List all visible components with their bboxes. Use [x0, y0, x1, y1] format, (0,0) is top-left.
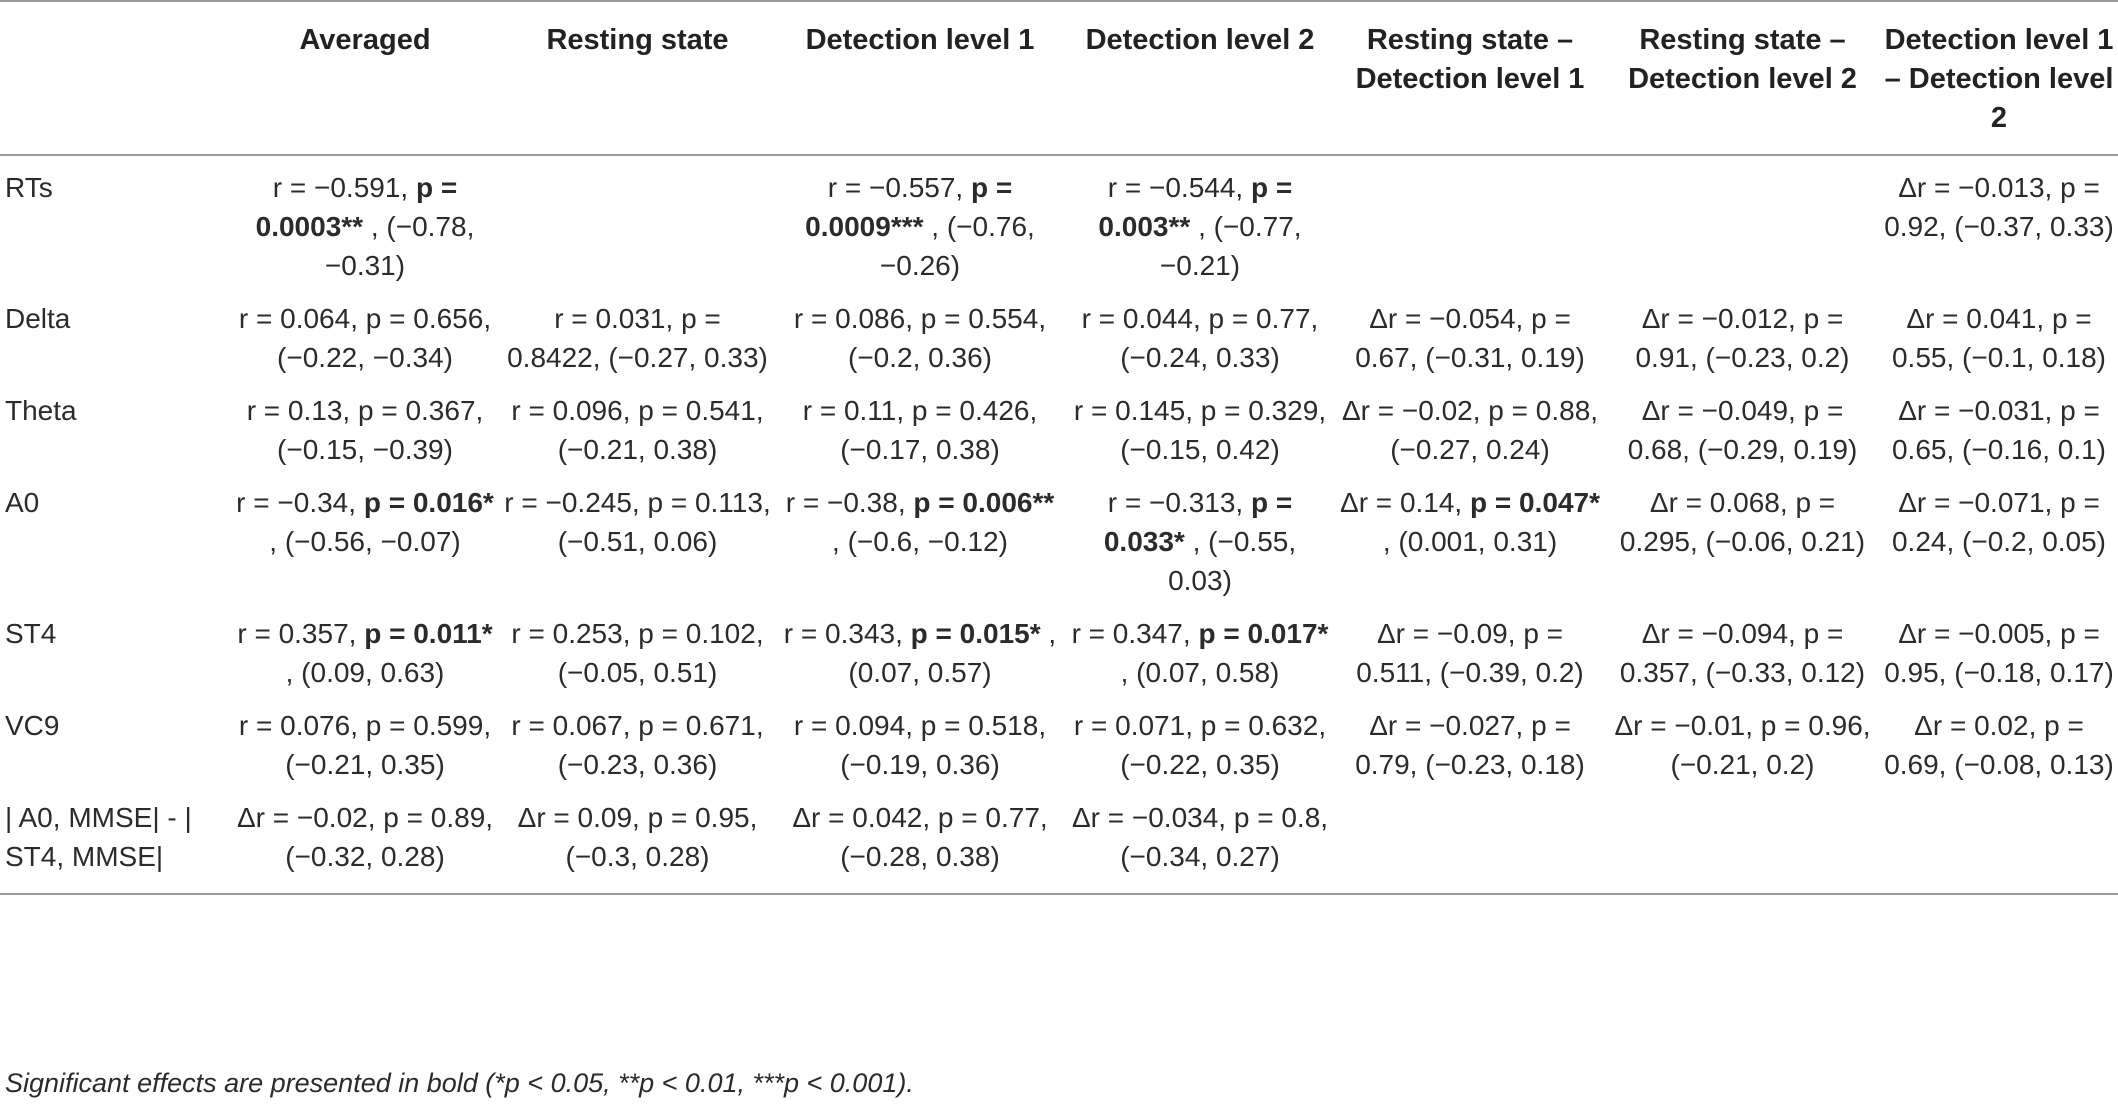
cell-value: p = 0.92,: [1884, 172, 2100, 242]
table-cell: [1605, 602, 1880, 694]
cell-value: r = 0.357,: [237, 618, 357, 649]
significant-value: p = 0.003**: [1098, 172, 1293, 242]
cell-value: Δr = 0.068,: [1649, 487, 1788, 518]
table-row: [0, 694, 2118, 786]
row-label: | A0, MMSE| - | ST4, MMSE|: [5, 802, 192, 872]
cell-value: r = 0.031,: [554, 303, 674, 334]
table-body: [0, 155, 2118, 894]
table-row: [0, 287, 2118, 379]
cell-value: r = 0.253,: [511, 618, 631, 649]
cell-value: r = −0.544,: [1107, 172, 1244, 203]
table-cell: [230, 155, 500, 287]
cell-value: p = 0.357,: [1619, 618, 1844, 688]
table-cell: [500, 471, 775, 602]
cell-value: Δr = 0.041,: [1906, 303, 2045, 334]
cell-value: Δr = 0.14,: [1340, 487, 1463, 518]
cell-value: p = 0.96,: [1760, 710, 1871, 741]
cell-value: (−0.22, 0.35): [1120, 749, 1280, 780]
cell-value: p = 0.55,: [1891, 303, 2092, 373]
cell-value: (−0.15, −0.39): [277, 434, 453, 465]
cell-value: (−0.56, −0.07): [284, 526, 461, 557]
cell-value: (−0.51, 0.06): [557, 526, 718, 557]
table-row: [0, 155, 2118, 287]
cell-value: r = −0.245,: [504, 487, 640, 518]
header-cell-empty: [0, 1, 230, 155]
table-cell: [1335, 602, 1605, 694]
cell-value: p = 0.67,: [1355, 303, 1571, 373]
cell-value: r = −0.34,: [236, 487, 357, 518]
cell-value: ,: [1198, 211, 1206, 242]
cell-value: r = 0.096,: [511, 395, 631, 426]
cell-value: (−0.23, 0.36): [557, 749, 718, 780]
table-cell: [230, 379, 500, 471]
cell-value: Δr = −0.031,: [1898, 395, 2053, 426]
cell-value: Δr = −0.094,: [1641, 618, 1796, 649]
column-header: Resting state: [546, 24, 729, 56]
cell-value: p = 0.295,: [1619, 487, 1836, 557]
column-header: Resting state – Detection level 1: [1355, 24, 1585, 95]
cell-value: (0.001, 0.31): [1398, 526, 1558, 557]
cell-value: r = 0.086,: [793, 303, 913, 334]
table-cell: [1065, 602, 1335, 694]
table-cell: [775, 471, 1065, 602]
cell-value: (−0.24, 0.33): [1120, 342, 1280, 373]
cell-value: r = 0.343,: [783, 618, 903, 649]
cell-value: p = 0.89,: [383, 802, 494, 833]
table-cell: [1605, 379, 1880, 471]
column-header: Detection level 1 – Detection level 2: [1884, 24, 2114, 134]
cell-value: p = 0.511,: [1356, 618, 1564, 688]
cell-value: Δr = −0.034,: [1071, 802, 1227, 833]
cell-value: r = 0.076,: [238, 710, 358, 741]
table-cell: [230, 471, 500, 602]
significant-value: p = 0.047*: [1470, 487, 1600, 518]
cell-value: r = 0.071,: [1073, 710, 1193, 741]
cell-value: (−0.55, 0.03): [1168, 526, 1297, 596]
cell-value: (−0.08, 0.13): [1954, 749, 2114, 780]
cell-value: (−0.16, 0.1): [1962, 434, 2107, 465]
cell-value: p = 0.8422,: [507, 303, 721, 373]
cell-value: (−0.29, 0.19): [1697, 434, 1858, 465]
table-cell: [500, 694, 775, 786]
cell-value: ,: [285, 657, 294, 688]
cell-value: Δr = −0.049,: [1641, 395, 1796, 426]
cell-value: r = 0.064,: [238, 303, 358, 334]
table-cell: [775, 155, 1065, 287]
cell-value: p = 0.88,: [1488, 395, 1599, 426]
cell-value: r = −0.313,: [1107, 487, 1244, 518]
significant-value: p = 0.015*: [910, 618, 1041, 649]
table-cell: [1335, 471, 1605, 602]
significant-value: p = 0.016*: [363, 487, 494, 518]
cell-value: r = −0.557,: [827, 172, 964, 203]
cell-value: 0.58): [1215, 657, 1280, 688]
cell-value: (−0.39, 0.2): [1439, 657, 1584, 688]
cell-value: p = 0.599,: [365, 710, 492, 741]
table-cell: [230, 694, 500, 786]
cell-value: (−0.15, 0.42): [1120, 434, 1280, 465]
table-cell: [1880, 471, 2118, 602]
cell-value: (−0.17, 0.38): [840, 434, 1000, 465]
table-cell: [1605, 155, 1880, 287]
cell-value: ,: [931, 211, 940, 242]
cell-value: p = 0.95,: [1884, 618, 2100, 688]
cell-value: , (0.07,: [1120, 657, 1208, 688]
table-cell: [775, 602, 1065, 694]
table-cell: [1065, 694, 1335, 786]
table-cell: [1065, 379, 1335, 471]
table-row: [0, 471, 2118, 602]
cell-value: (−0.76, −0.26): [879, 211, 1035, 281]
cell-value: ,: [1048, 618, 1057, 649]
table-cell: [500, 379, 775, 471]
table-cell: [1335, 379, 1605, 471]
cell-value: p = 0.79,: [1355, 710, 1571, 780]
header-row: [0, 1, 2118, 155]
cell-value: ,: [370, 211, 379, 242]
significant-value: p = 0.0009***: [805, 172, 1013, 242]
cell-value: p = 0.68,: [1627, 395, 1844, 465]
cell-value: p = 0.24,: [1891, 487, 2100, 557]
cell-value: Δr = −0.09,: [1376, 618, 1516, 649]
column-header: Detection level 1: [805, 24, 1035, 56]
cell-value: (−0.32, 0.28): [285, 841, 445, 872]
cell-value: Δr = −0.005,: [1898, 618, 2053, 649]
cell-value: (−0.37, 0.33): [1954, 211, 2114, 242]
cell-value: Δr = −0.013,: [1898, 172, 2053, 203]
row-label: Delta: [5, 303, 71, 334]
table-cell: [1065, 287, 1335, 379]
column-header: Averaged: [299, 24, 431, 56]
table-cell: [775, 694, 1065, 786]
cell-value: (−0.27, 0.24): [1390, 434, 1550, 465]
table-row: [0, 379, 2118, 471]
cell-value: p = 0.95,: [647, 802, 758, 833]
cell-value: (−0.78, −0.31): [324, 211, 475, 281]
cell-value: (−0.31, 0.19): [1425, 342, 1585, 373]
cell-value: (−0.34, 0.27): [1120, 841, 1280, 872]
table-cell: [1335, 786, 1605, 894]
cell-value: Δr = 0.09,: [517, 802, 640, 833]
cell-value: (−0.06, 0.21): [1705, 526, 1866, 557]
table-cell: [500, 786, 775, 894]
cell-value: (−0.22, −0.34): [277, 342, 453, 373]
cell-value: r = 0.044,: [1081, 303, 1201, 334]
table-cell: [500, 602, 775, 694]
cell-value: p = 0.8,: [1233, 802, 1329, 833]
cell-value: (0.09, 0.63): [301, 657, 445, 688]
cell-value: r = 0.094,: [793, 710, 913, 741]
cell-value: p = 0.632,: [1200, 710, 1327, 741]
cell-value: p = 0.671,: [638, 710, 764, 741]
table-cell: [1880, 379, 2118, 471]
row-label: A0: [5, 487, 40, 518]
table-cell: [230, 602, 500, 694]
cell-value: (−0.27, 0.33): [608, 342, 768, 373]
cell-value: p = 0.77,: [937, 802, 1048, 833]
cell-value: (−0.21, 0.2): [1670, 749, 1815, 780]
cell-value: (−0.05, 0.51): [557, 657, 718, 688]
cell-value: (−0.28, 0.38): [840, 841, 1000, 872]
table-cell: [1880, 602, 2118, 694]
cell-value: (−0.21, 0.35): [285, 749, 445, 780]
cell-value: p = 0.65,: [1891, 395, 2100, 465]
column-header: Detection level 2: [1085, 24, 1315, 56]
cell-value: Δr = 0.02,: [1914, 710, 2037, 741]
significant-value: p = 0.006**: [913, 487, 1055, 518]
cell-value: Δr = −0.012,: [1641, 303, 1796, 334]
cell-value: p = 0.541,: [638, 395, 764, 426]
cell-value: Δr = −0.02,: [1341, 395, 1481, 426]
cell-value: p = 0.518,: [920, 710, 1047, 741]
cell-value: (−0.21, 0.38): [557, 434, 718, 465]
cell-value: r = 0.067,: [511, 710, 631, 741]
table-cell: [1880, 287, 2118, 379]
cell-value: (−0.23, 0.18): [1425, 749, 1585, 780]
cell-value: r = 0.13, p = 0.367,: [246, 395, 484, 426]
cell-value: Δr = 0.042,: [792, 802, 931, 833]
significant-value: p = 0.0003**: [255, 172, 458, 242]
row-label: Theta: [5, 395, 77, 426]
cell-value: (−0.18, 0.17): [1954, 657, 2114, 688]
row-label: VC9: [5, 710, 60, 741]
table-cell: [1335, 287, 1605, 379]
table-row: [0, 602, 2118, 694]
cell-value: ,: [1382, 526, 1391, 557]
table-cell: [1065, 471, 1335, 602]
cell-value: (−0.1, 0.18): [1962, 342, 2107, 373]
table-cell: [775, 786, 1065, 894]
cell-value: Δr = −0.027,: [1369, 710, 1524, 741]
table-cell: [1605, 694, 1880, 786]
table-cell: [1335, 694, 1605, 786]
table-cell: [1065, 786, 1335, 894]
cell-value: (−0.6, −0.12): [847, 526, 1008, 557]
cell-value: p = 0.554,: [920, 303, 1047, 334]
table-cell: [1880, 155, 2118, 287]
cell-value: p = 0.102,: [638, 618, 764, 649]
cell-value: (−0.3, 0.28): [565, 841, 710, 872]
cell-value: Δr = −0.01,: [1614, 710, 1754, 741]
table-cell: [1605, 287, 1880, 379]
table-cell: [500, 155, 775, 287]
cell-value: p = 0.656,: [365, 303, 492, 334]
table-cell: [1605, 786, 1880, 894]
cell-value: (−0.23, 0.2): [1705, 342, 1850, 373]
table-cell: [775, 287, 1065, 379]
cell-value: ,: [269, 526, 278, 557]
significant-value: p = 0.011*: [364, 618, 493, 649]
table-cell: [500, 287, 775, 379]
cell-value: ,: [832, 526, 840, 557]
table-cell: [1065, 155, 1335, 287]
cell-value: Δr = −0.071,: [1898, 487, 2053, 518]
column-header: Resting state – Detection level 2: [1628, 24, 1857, 95]
table-footnote: Significant effects are presented in bold (*p < 0.05, **p < 0.01, ***p < 0.001).: [5, 1068, 914, 1098]
cell-value: r = −0.591,: [272, 172, 409, 203]
table-cell: [1880, 786, 2118, 894]
cell-value: p = 0.113,: [647, 487, 771, 518]
cell-value: (−0.33, 0.12): [1705, 657, 1866, 688]
table-row: [0, 786, 2118, 894]
cell-value: r = 0.145,: [1073, 395, 1193, 426]
cell-value: (−0.2, 0.05): [1962, 526, 2107, 557]
cell-value: ,: [1192, 526, 1201, 557]
cell-value: p = 0.329,: [1200, 395, 1327, 426]
row-label: ST4: [5, 618, 57, 649]
significant-value: p = 0.033*: [1103, 487, 1293, 557]
cell-value: (−0.19, 0.36): [840, 749, 1000, 780]
cell-value: r = 0.11, p = 0.426,: [802, 395, 1038, 426]
significant-value: p = 0.017*: [1198, 618, 1329, 649]
table-cell: [230, 786, 500, 894]
table-cell: [775, 379, 1065, 471]
table-cell: [230, 287, 500, 379]
cell-value: Δr = −0.054,: [1369, 303, 1524, 334]
table-cell: [1605, 471, 1880, 602]
cell-value: p = 0.69,: [1884, 710, 2084, 780]
table-cell: [1880, 694, 2118, 786]
table-cell: [1335, 155, 1605, 287]
cell-value: (−0.2, 0.36): [848, 342, 992, 373]
cell-value: Δr = −0.02,: [236, 802, 376, 833]
cell-value: r = −0.38,: [785, 487, 906, 518]
cell-value: p = 0.91,: [1635, 303, 1844, 373]
cell-value: r = 0.347,: [1071, 618, 1191, 649]
cell-value: p = 0.77,: [1208, 303, 1319, 334]
row-label: RTs: [5, 172, 53, 203]
cell-value: (−0.77, −0.21): [1159, 211, 1302, 281]
cell-value: (0.07, 0.57): [848, 657, 992, 688]
